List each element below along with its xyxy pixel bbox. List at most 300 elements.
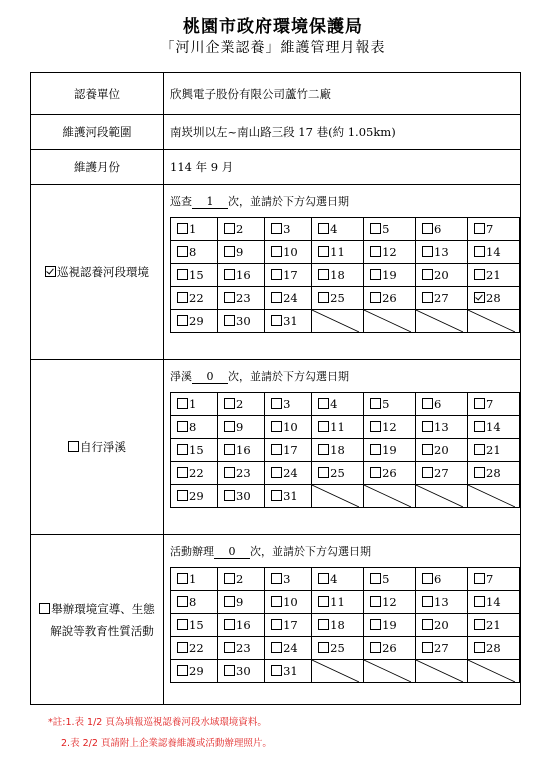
day-cell-14[interactable]: [468, 241, 520, 264]
day-cell-15[interactable]: [171, 439, 218, 462]
day-checkbox[interactable]: [318, 596, 329, 607]
day-number: 2: [236, 397, 244, 411]
day-checkbox[interactable]: [474, 269, 485, 280]
patrol-checkbox[interactable]: [45, 266, 56, 277]
day-checkbox[interactable]: [318, 444, 329, 455]
empty-cell: [416, 485, 468, 508]
day-checkbox[interactable]: [271, 444, 282, 455]
patrol-count[interactable]: 1: [192, 196, 228, 209]
day-number: 27: [434, 466, 449, 480]
day-number: 4: [330, 222, 338, 236]
calendar-row: [171, 287, 520, 310]
day-checkbox[interactable]: [224, 444, 235, 455]
day-number: 13: [434, 420, 449, 434]
day-cell-3[interactable]: [265, 218, 312, 241]
day-number: 10: [283, 420, 298, 434]
day-number: 29: [189, 664, 204, 678]
day-checkbox[interactable]: [318, 619, 329, 630]
day-checkbox[interactable]: [422, 573, 433, 584]
day-checkbox[interactable]: [177, 490, 188, 501]
day-number: 17: [283, 618, 298, 632]
day-cell-13[interactable]: [416, 591, 468, 614]
day-checkbox[interactable]: [422, 398, 433, 409]
day-checkbox[interactable]: [177, 292, 188, 303]
day-cell-16[interactable]: [218, 439, 265, 462]
day-cell-28[interactable]: [468, 462, 520, 485]
day-number: 26: [382, 641, 397, 655]
day-checkbox[interactable]: [271, 246, 282, 257]
day-cell-31[interactable]: [265, 310, 312, 333]
day-cell-24[interactable]: [265, 287, 312, 310]
day-cell-9[interactable]: [218, 416, 265, 439]
day-checkbox[interactable]: [474, 467, 485, 478]
day-cell-15[interactable]: [171, 614, 218, 637]
day-checkbox[interactable]: [422, 596, 433, 607]
day-checkbox[interactable]: [370, 596, 381, 607]
day-cell-27[interactable]: [416, 462, 468, 485]
cleanup-label-text: 自行淨溪: [80, 440, 126, 454]
day-checkbox[interactable]: [177, 315, 188, 326]
day-cell-6[interactable]: [416, 568, 468, 591]
day-cell-13[interactable]: [416, 241, 468, 264]
day-checkbox[interactable]: [271, 223, 282, 234]
day-number: 24: [283, 291, 298, 305]
day-checkbox[interactable]: [177, 596, 188, 607]
day-cell-21[interactable]: [468, 439, 520, 462]
day-checkbox[interactable]: [271, 421, 282, 432]
calendar-row: [171, 485, 520, 508]
empty-cell: [364, 660, 416, 683]
day-cell-15[interactable]: [171, 264, 218, 287]
day-cell-12[interactable]: [364, 241, 416, 264]
day-number: 7: [486, 397, 494, 411]
day-checkbox[interactable]: [224, 665, 235, 676]
day-checkbox[interactable]: [271, 642, 282, 653]
day-cell-1[interactable]: [171, 568, 218, 591]
day-cell-6[interactable]: [416, 393, 468, 416]
day-cell-16[interactable]: [218, 614, 265, 637]
day-cell-29[interactable]: [171, 485, 218, 508]
day-cell-23[interactable]: [218, 462, 265, 485]
page-subtitle: 「河川企業認養」維護管理月報表: [160, 40, 386, 56]
day-cell-31[interactable]: [265, 660, 312, 683]
day-checkbox[interactable]: [224, 619, 235, 630]
day-checkbox[interactable]: [224, 573, 235, 584]
day-cell-23[interactable]: [218, 637, 265, 660]
day-checkbox[interactable]: [177, 269, 188, 280]
unit-label: 認養單位: [31, 73, 164, 115]
day-cell-8[interactable]: [171, 241, 218, 264]
day-number: 14: [486, 245, 501, 259]
day-cell-18[interactable]: [312, 264, 364, 287]
day-checkbox[interactable]: [474, 573, 485, 584]
section-patrol-label: [31, 185, 164, 360]
day-checkbox[interactable]: [370, 292, 381, 303]
day-checkbox[interactable]: [318, 269, 329, 280]
day-checkbox[interactable]: [318, 467, 329, 478]
day-cell-24[interactable]: [265, 462, 312, 485]
day-number: 8: [189, 420, 197, 434]
diagonal-line: [416, 660, 463, 682]
day-number: 28: [486, 641, 501, 655]
day-checkbox[interactable]: [271, 467, 282, 478]
day-cell-10[interactable]: [265, 416, 312, 439]
day-checkbox[interactable]: [224, 490, 235, 501]
day-number: 8: [189, 245, 197, 259]
empty-cell: [364, 485, 416, 508]
event-count[interactable]: 0: [214, 546, 250, 559]
day-number: 4: [330, 397, 338, 411]
day-checkbox[interactable]: [422, 444, 433, 455]
day-cell-10[interactable]: [265, 591, 312, 614]
day-number: 16: [236, 443, 251, 457]
day-checkbox[interactable]: [422, 619, 433, 630]
day-cell-10[interactable]: [265, 241, 312, 264]
day-cell-17[interactable]: [265, 264, 312, 287]
day-checkbox[interactable]: [271, 596, 282, 607]
day-cell-30[interactable]: [218, 310, 265, 333]
day-cell-1[interactable]: [171, 218, 218, 241]
calendar-row: [171, 310, 520, 333]
day-checkbox[interactable]: [370, 223, 381, 234]
day-cell-12[interactable]: [364, 416, 416, 439]
footnote-2: 2.表 2/2 頁請附上企業認養維護或活動辦理照片。: [61, 738, 272, 749]
day-cell-2[interactable]: [218, 218, 265, 241]
day-cell-19[interactable]: [364, 614, 416, 637]
calendar-row: [171, 218, 520, 241]
day-checkbox[interactable]: [474, 398, 485, 409]
day-cell-8[interactable]: [171, 416, 218, 439]
day-checkbox[interactable]: [318, 398, 329, 409]
day-cell-20[interactable]: [416, 439, 468, 462]
day-checkbox[interactable]: [224, 421, 235, 432]
day-cell-17[interactable]: [265, 614, 312, 637]
day-cell-28[interactable]: [468, 637, 520, 660]
day-checkbox[interactable]: [177, 467, 188, 478]
day-number: 19: [382, 268, 397, 282]
day-cell-11[interactable]: [312, 241, 364, 264]
day-checkbox[interactable]: [318, 223, 329, 234]
event-count-line: [170, 543, 520, 559]
day-cell-7[interactable]: [468, 393, 520, 416]
day-checkbox[interactable]: [271, 315, 282, 326]
empty-cell: [312, 660, 364, 683]
section-cleanup-content: [164, 360, 521, 535]
diagonal-line: [364, 310, 411, 332]
day-cell-26[interactable]: [364, 287, 416, 310]
day-checkbox[interactable]: [422, 269, 433, 280]
day-cell-25[interactable]: [312, 287, 364, 310]
day-number: 27: [434, 641, 449, 655]
range-value[interactable]: 南崁圳以左~南山路三段 17 巷(約 1.05km): [164, 115, 521, 150]
day-checkbox[interactable]: [370, 421, 381, 432]
row-unit: [31, 73, 521, 115]
footnotes: [48, 714, 272, 756]
calendar-grid: [170, 217, 520, 333]
day-cell-22[interactable]: [171, 637, 218, 660]
section-cleanup-label: [31, 360, 164, 535]
day-cell-6[interactable]: [416, 218, 468, 241]
day-number: 18: [330, 268, 345, 282]
day-cell-11[interactable]: [312, 591, 364, 614]
day-checkbox[interactable]: [224, 315, 235, 326]
day-checkbox[interactable]: [370, 398, 381, 409]
day-cell-2[interactable]: [218, 393, 265, 416]
day-cell-19[interactable]: [364, 439, 416, 462]
footnote-1: *註:1.表 1/2 頁為填報巡視認養河段水域環境資料。: [48, 717, 267, 728]
day-cell-9[interactable]: [218, 591, 265, 614]
day-cell-7[interactable]: [468, 218, 520, 241]
day-number: 24: [283, 466, 298, 480]
calendar-row: [171, 241, 520, 264]
day-cell-29[interactable]: [171, 310, 218, 333]
day-number: 17: [283, 268, 298, 282]
day-number: 12: [382, 245, 397, 259]
day-number: 30: [236, 314, 251, 328]
month-value[interactable]: 114 年 9 月: [164, 150, 521, 185]
cleanup-checkbox[interactable]: [68, 441, 79, 452]
day-checkbox[interactable]: [318, 246, 329, 257]
day-cell-14[interactable]: [468, 591, 520, 614]
day-checkbox[interactable]: [177, 444, 188, 455]
empty-cell: [312, 310, 364, 333]
day-checkbox[interactable]: [224, 246, 235, 257]
day-cell-22[interactable]: [171, 287, 218, 310]
day-checkbox[interactable]: [271, 398, 282, 409]
day-number: 2: [236, 222, 244, 236]
day-checkbox[interactable]: [474, 619, 485, 630]
day-cell-4[interactable]: [312, 568, 364, 591]
day-number: 12: [382, 420, 397, 434]
calendar-row: [171, 614, 520, 637]
day-checkbox[interactable]: [177, 398, 188, 409]
day-checkbox[interactable]: [177, 246, 188, 257]
section-event-label: [31, 535, 164, 705]
day-number: 13: [434, 245, 449, 259]
day-checkbox[interactable]: [224, 292, 235, 303]
day-checkbox[interactable]: [422, 467, 433, 478]
diagonal-line: [312, 660, 359, 682]
day-checkbox[interactable]: [370, 467, 381, 478]
day-number: 16: [236, 618, 251, 632]
day-cell-30[interactable]: [218, 485, 265, 508]
day-checkbox[interactable]: [177, 642, 188, 653]
day-checkbox[interactable]: [422, 246, 433, 257]
diagonal-line: [468, 485, 515, 507]
day-checkbox[interactable]: [474, 421, 485, 432]
calendar-row: [171, 416, 520, 439]
section-patrol-content: [164, 185, 521, 360]
day-checkbox[interactable]: [271, 269, 282, 280]
day-number: 20: [434, 618, 449, 632]
day-cell-19[interactable]: [364, 264, 416, 287]
day-number: 9: [236, 420, 244, 434]
day-checkbox[interactable]: [370, 619, 381, 630]
day-cell-8[interactable]: [171, 591, 218, 614]
day-checkbox[interactable]: [224, 642, 235, 653]
day-checkbox[interactable]: [271, 665, 282, 676]
day-number: 23: [236, 291, 251, 305]
day-checkbox[interactable]: [177, 421, 188, 432]
day-checkbox[interactable]: [422, 292, 433, 303]
day-number: 26: [382, 466, 397, 480]
day-checkbox[interactable]: [370, 573, 381, 584]
day-cell-5[interactable]: [364, 568, 416, 591]
day-number: 19: [382, 443, 397, 457]
row-month: [31, 150, 521, 185]
day-checkbox[interactable]: [224, 223, 235, 234]
event-checkbox[interactable]: [39, 603, 50, 614]
diagonal-line: [468, 660, 515, 682]
day-checkbox[interactable]: [422, 223, 433, 234]
day-cell-2[interactable]: [218, 568, 265, 591]
section-event-content: [164, 535, 521, 705]
day-checkbox[interactable]: [422, 421, 433, 432]
day-checkbox[interactable]: [474, 444, 485, 455]
day-checkbox[interactable]: [177, 223, 188, 234]
day-cell-25[interactable]: [312, 462, 364, 485]
day-number: 30: [236, 489, 251, 503]
day-number: 22: [189, 466, 204, 480]
empty-cell: [468, 660, 520, 683]
day-cell-12[interactable]: [364, 591, 416, 614]
day-cell-3[interactable]: [265, 393, 312, 416]
day-cell-24[interactable]: [265, 637, 312, 660]
day-checkbox[interactable]: [474, 223, 485, 234]
row-range: [31, 115, 521, 150]
day-checkbox[interactable]: [474, 292, 485, 303]
empty-cell: [312, 485, 364, 508]
empty-cell: [364, 310, 416, 333]
day-checkbox[interactable]: [224, 467, 235, 478]
day-checkbox[interactable]: [224, 269, 235, 280]
day-checkbox[interactable]: [474, 642, 485, 653]
day-cell-27[interactable]: [416, 287, 468, 310]
day-number: 23: [236, 641, 251, 655]
event-label-line1: [31, 598, 163, 620]
day-number: 26: [382, 291, 397, 305]
day-number: 7: [486, 572, 494, 586]
day-cell-7[interactable]: [468, 568, 520, 591]
day-cell-9[interactable]: [218, 241, 265, 264]
day-cell-21[interactable]: [468, 614, 520, 637]
day-cell-14[interactable]: [468, 416, 520, 439]
day-cell-22[interactable]: [171, 462, 218, 485]
calendar-row: [171, 637, 520, 660]
diagonal-line: [364, 485, 411, 507]
day-number: 25: [330, 641, 345, 655]
day-cell-5[interactable]: [364, 393, 416, 416]
patrol-suffix: 次，並請於下方勾選日期: [228, 195, 349, 208]
calendar-row: [171, 264, 520, 287]
day-cell-23[interactable]: [218, 287, 265, 310]
cleanup-prefix: 淨溪: [170, 370, 192, 383]
day-cell-31[interactable]: [265, 485, 312, 508]
day-checkbox[interactable]: [224, 596, 235, 607]
day-checkbox[interactable]: [422, 642, 433, 653]
day-cell-11[interactable]: [312, 416, 364, 439]
cleanup-count[interactable]: 0: [192, 371, 228, 384]
day-number: 16: [236, 268, 251, 282]
day-cell-18[interactable]: [312, 614, 364, 637]
day-cell-27[interactable]: [416, 637, 468, 660]
day-cell-4[interactable]: [312, 393, 364, 416]
cleanup-count-line: [170, 368, 520, 384]
day-cell-20[interactable]: [416, 264, 468, 287]
day-cell-4[interactable]: [312, 218, 364, 241]
empty-cell: [416, 660, 468, 683]
day-checkbox[interactable]: [177, 619, 188, 630]
day-number: 9: [236, 245, 244, 259]
day-checkbox[interactable]: [370, 269, 381, 280]
calendar-row: [171, 393, 520, 416]
day-checkbox[interactable]: [271, 573, 282, 584]
day-cell-26[interactable]: [364, 462, 416, 485]
day-checkbox[interactable]: [177, 665, 188, 676]
day-number: 5: [382, 572, 390, 586]
day-checkbox[interactable]: [370, 246, 381, 257]
day-checkbox[interactable]: [271, 490, 282, 501]
empty-cell: [416, 310, 468, 333]
cleanup-suffix: 次，並請於下方勾選日期: [228, 370, 349, 383]
report-table: [30, 72, 521, 705]
day-checkbox[interactable]: [318, 421, 329, 432]
section-patrol: [31, 185, 521, 360]
day-checkbox[interactable]: [177, 573, 188, 584]
day-cell-29[interactable]: [171, 660, 218, 683]
day-checkbox[interactable]: [318, 573, 329, 584]
day-cell-13[interactable]: [416, 416, 468, 439]
day-number: 14: [486, 595, 501, 609]
day-number: 13: [434, 595, 449, 609]
day-checkbox[interactable]: [318, 642, 329, 653]
day-cell-30[interactable]: [218, 660, 265, 683]
day-checkbox[interactable]: [474, 596, 485, 607]
day-checkbox[interactable]: [271, 292, 282, 303]
day-number: 3: [283, 572, 291, 586]
diagonal-line: [468, 310, 515, 332]
day-cell-1[interactable]: [171, 393, 218, 416]
unit-value[interactable]: 欣興電子股份有限公司蘆竹二廠: [164, 73, 521, 115]
day-cell-17[interactable]: [265, 439, 312, 462]
range-label: 維護河段範圍: [31, 115, 164, 150]
calendar-row: [171, 660, 520, 683]
day-checkbox[interactable]: [271, 619, 282, 630]
day-cell-16[interactable]: [218, 264, 265, 287]
day-cell-25[interactable]: [312, 637, 364, 660]
empty-cell: [468, 485, 520, 508]
day-number: 29: [189, 489, 204, 503]
day-cell-20[interactable]: [416, 614, 468, 637]
day-cell-3[interactable]: [265, 568, 312, 591]
day-checkbox[interactable]: [370, 642, 381, 653]
day-checkbox[interactable]: [318, 292, 329, 303]
day-cell-26[interactable]: [364, 637, 416, 660]
day-number: 11: [330, 420, 345, 434]
day-number: 2: [236, 572, 244, 586]
day-cell-5[interactable]: [364, 218, 416, 241]
day-cell-28[interactable]: [468, 287, 520, 310]
day-checkbox[interactable]: [474, 246, 485, 257]
day-cell-18[interactable]: [312, 439, 364, 462]
day-number: 6: [434, 572, 442, 586]
day-cell-21[interactable]: [468, 264, 520, 287]
day-checkbox[interactable]: [370, 444, 381, 455]
day-number: 7: [486, 222, 494, 236]
event-label-text: 舉辦環境宣導、生態: [51, 601, 155, 616]
day-checkbox[interactable]: [224, 398, 235, 409]
day-number: 28: [486, 466, 501, 480]
